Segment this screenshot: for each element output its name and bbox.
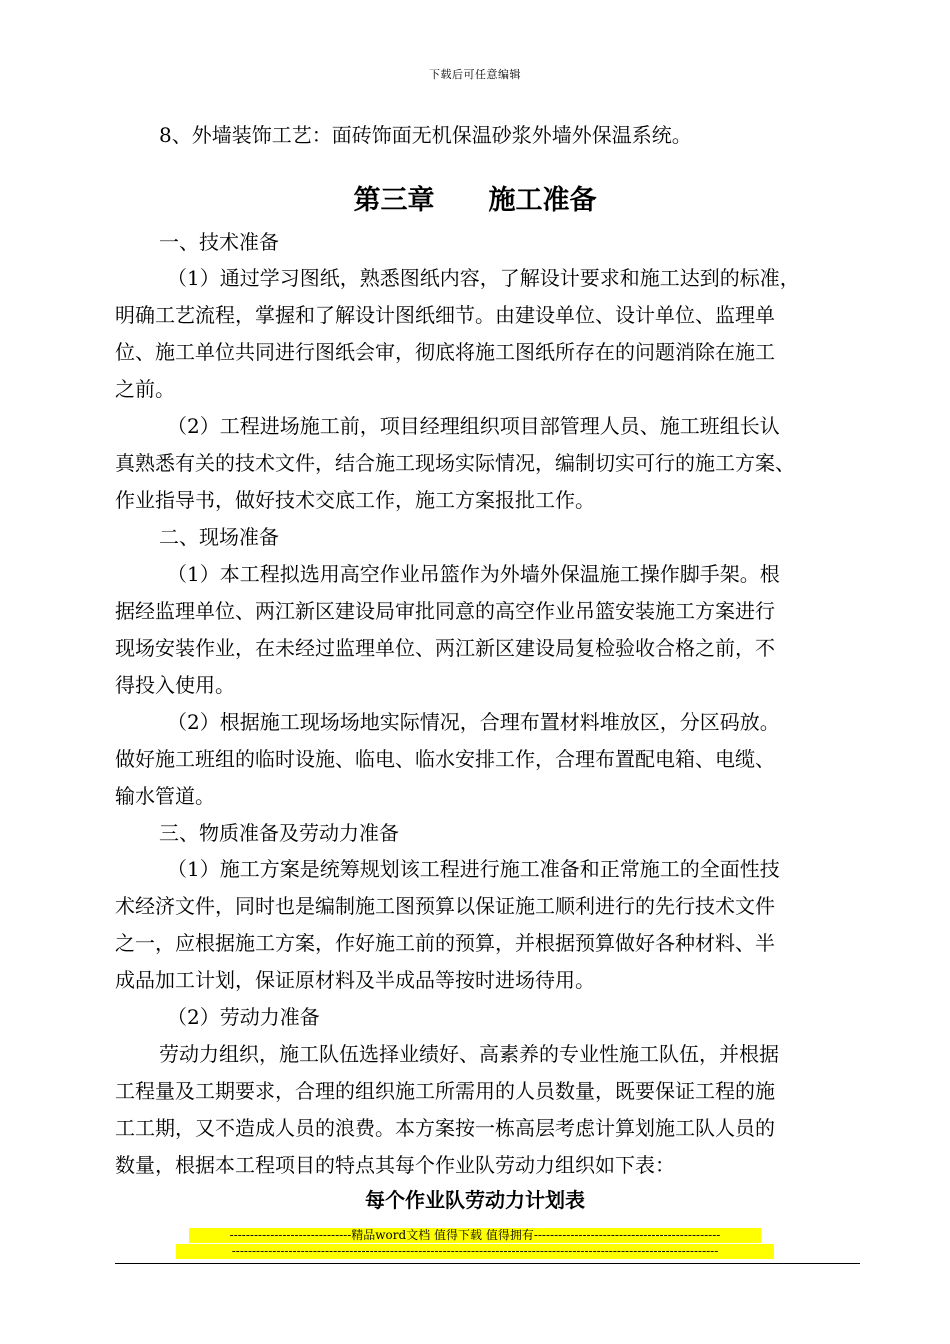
footer-banner-text-1: ------------------------------精品word文档 值得下载 值得拥有---------------------------------------------- — [189, 1228, 761, 1243]
body-line-22: 成品加工计划，保证原材料及半成品等按时进场待用。 — [115, 968, 595, 992]
footer-banner-2 — [0, 1244, 950, 1263]
section-heading-site: 二、现场准备 — [159, 525, 279, 549]
body-line-3: （1）通过学习图纸，熟悉图纸内容，了解设计要求和施工达到的标准， — [167, 266, 800, 290]
body-line-20: 术经济文件，同时也是编制施工图预算以保证施工顺利进行的先行技术文件 — [115, 894, 775, 918]
body-line-12: 据经监理单位、两江新区建设局审批同意的高空作业吊篮安装施工方案进行 — [115, 599, 775, 623]
body-line-14: 得投入使用。 — [115, 673, 235, 697]
page-header: 下载后可任意编辑 — [429, 68, 521, 81]
body-line-1: 8、外墙装饰工艺：面砖饰面无机保温砂浆外墙外保温系统。 — [159, 123, 692, 147]
body-line-26: 工工期，又不造成人员的浪费。本方案按一栋高层考虑计算划施工队人员的 — [115, 1116, 775, 1140]
body-line-17: 输水管道。 — [115, 784, 215, 808]
body-line-21: 之一，应根据施工方案，作好施工前的预算，并根据预算做好各种材料、半 — [115, 931, 775, 955]
bottom-rule — [115, 1263, 860, 1264]
body-line-27: 数量，根据本工程项目的特点其每个作业队劳动力组织如下表： — [115, 1153, 675, 1177]
body-line-11: （1）本工程拟选用高空作业吊篮作为外墙外保温施工操作脚手架。根 — [167, 562, 780, 586]
body-line-9: 作业指导书，做好技术交底工作，施工方案报批工作。 — [115, 488, 595, 512]
body-line-5: 位、施工单位共同进行图纸会审，彻底将施工图纸所存在的问题消除在施工 — [115, 340, 775, 364]
body-line-6: 之前。 — [115, 377, 175, 401]
body-line-13: 现场安装作业，在未经过监理单位、两江新区建设局复检验收合格之前，不 — [115, 636, 775, 660]
table-title: 每个作业队劳动力计划表 — [365, 1188, 585, 1212]
section-heading-technical: 一、技术准备 — [159, 230, 279, 254]
chapter-title: 第三章 施工准备 — [353, 185, 597, 216]
body-line-16: 做好施工班组的临时设施、临电、临水安排工作，合理布置配电箱、电缆、 — [115, 747, 775, 771]
body-line-4: 明确工艺流程，掌握和了解设计图纸细节。由建设单位、设计单位、监理单 — [115, 303, 775, 327]
body-line-15: （2）根据施工现场场地实际情况，合理布置材料堆放区，分区码放。 — [167, 710, 780, 734]
body-line-19: （1）施工方案是统筹规划该工程进行施工准备和正常施工的全面性技 — [167, 857, 780, 881]
footer-banner-text-2: ------------------------------------------------------------------------------------------------------------------------ — [176, 1244, 774, 1259]
body-line-24: 劳动力组织，施工队伍选择业绩好、高素养的专业性施工队伍，并根据 — [159, 1042, 779, 1066]
body-line-8: 真熟悉有关的技术文件，结合施工现场实际情况，编制切实可行的施工方案、 — [115, 451, 795, 475]
body-line-23: （2）劳动力准备 — [167, 1005, 320, 1029]
body-line-7: （2）工程进场施工前，项目经理组织项目部管理人员、施工班组长认 — [167, 414, 780, 438]
section-heading-material: 三、物质准备及劳动力准备 — [159, 821, 399, 845]
body-line-25: 工程量及工期要求，合理的组织施工所需用的人员数量，既要保证工程的施 — [115, 1079, 775, 1103]
